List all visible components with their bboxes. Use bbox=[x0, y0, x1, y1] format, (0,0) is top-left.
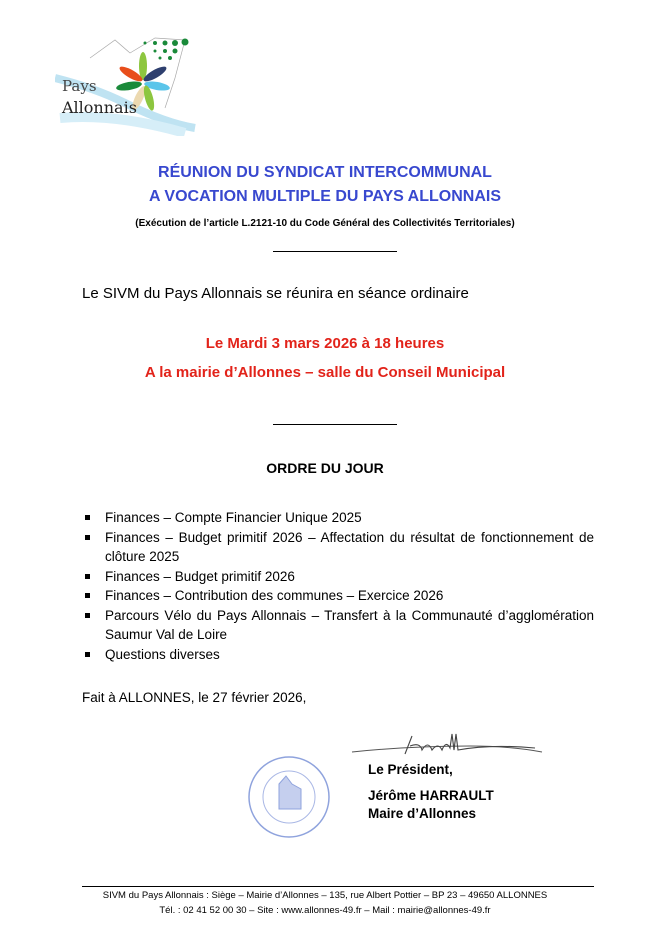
signed-place-date: Fait à ALLONNES, le 27 février 2026, bbox=[82, 690, 307, 705]
signatory-name: Jérôme HARRAULT bbox=[368, 788, 494, 803]
footer-address: SIVM du Pays Allonnais : Siège – Mairie d’Allonnes – 135, rue Albert Pottier – BP 23 – 49650 ALLONNES bbox=[102, 890, 548, 901]
footer-divider bbox=[82, 886, 594, 887]
agenda-item: Finances – Budget primitif 2026 – Affectation du résultat de fonctionnement de clôture 2025 bbox=[82, 528, 594, 567]
footer-contact: Tél. : 02 41 52 00 30 – Site : www.allonnes-49.fr – Mail : mairie@allonnes-49.fr bbox=[159, 905, 491, 916]
agenda-item: Finances – Budget primitif 2026 bbox=[82, 567, 594, 587]
signature-icon bbox=[350, 732, 545, 760]
agenda-item: Parcours Vélo du Pays Allonnais – Transfert à la Communauté d’agglomération Saumur Val de Loire bbox=[82, 606, 594, 645]
subtitle: (Exécution de l’article L.2121-10 du Code Général des Collectivités Territoriales) bbox=[135, 218, 515, 229]
official-stamp-icon bbox=[246, 754, 332, 840]
agenda-item: Finances – Contribution des communes – Exercice 2026 bbox=[82, 586, 594, 606]
agenda-heading: ORDRE DU JOUR bbox=[266, 460, 384, 476]
divider bbox=[273, 424, 397, 425]
logo-text-pays: Pays bbox=[62, 77, 97, 95]
agenda-list bbox=[82, 508, 594, 664]
logo-text-allonnais: Allonnais bbox=[62, 98, 137, 117]
intro-text: Le SIVM du Pays Allonnais se réunira en séance ordinaire bbox=[82, 285, 469, 302]
agenda-item: Finances – Compte Financier Unique 2025 bbox=[82, 508, 594, 528]
logo bbox=[55, 18, 205, 136]
title-line-1: RÉUNION DU SYNDICAT INTERCOMMUNAL bbox=[158, 164, 492, 181]
signatory-title: Maire d’Allonnes bbox=[368, 806, 477, 821]
meeting-place: A la mairie d’Allonnes – salle du Conseil Municipal bbox=[144, 364, 506, 381]
agenda-item: Questions diverses bbox=[82, 645, 594, 665]
title-line-2: A VOCATION MULTIPLE DU PAYS ALLONNAIS bbox=[148, 188, 501, 205]
meeting-date: Le Mardi 3 mars 2026 à 18 heures bbox=[205, 335, 445, 352]
signatory-role: Le Président, bbox=[368, 762, 453, 777]
divider bbox=[273, 251, 397, 252]
